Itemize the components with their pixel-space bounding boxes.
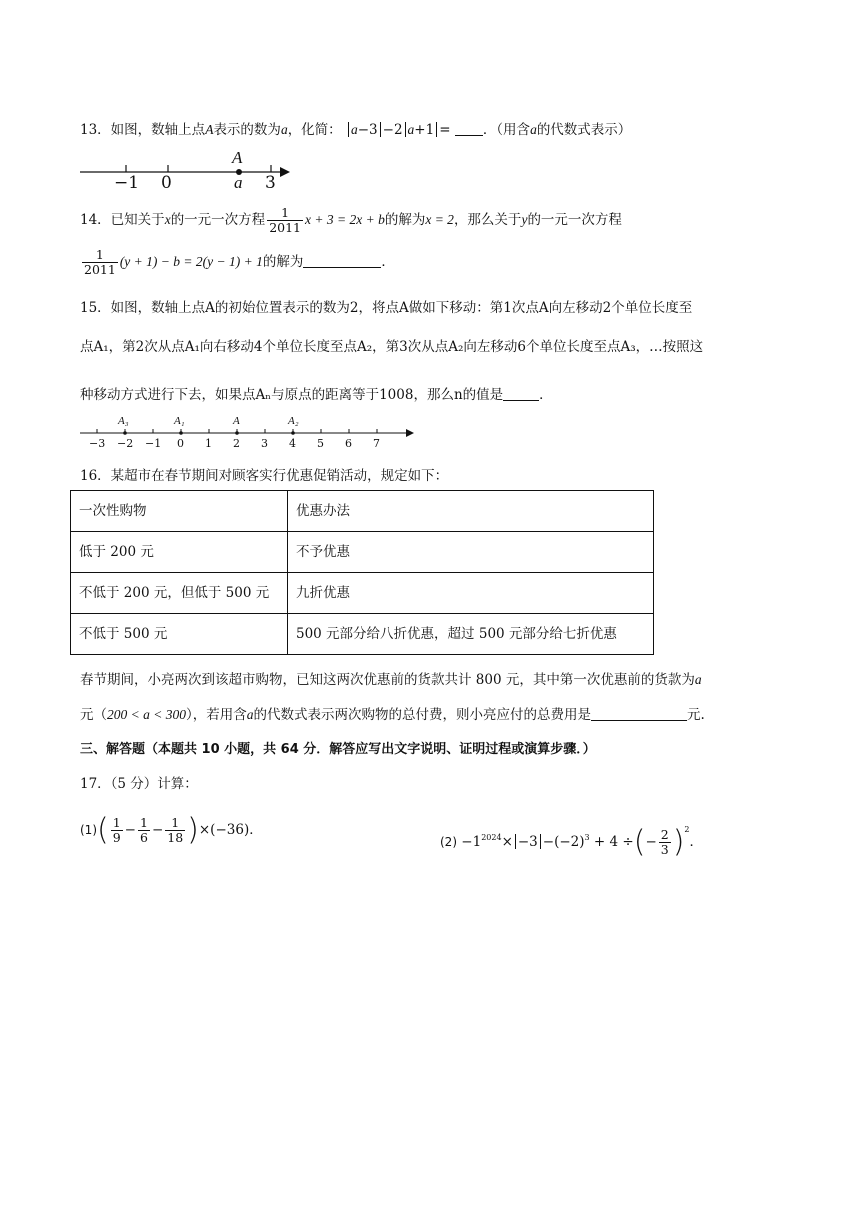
q16-after2c: 的代数式表示两次购物的总付费，则小亮应付的总费用是 (253, 707, 591, 723)
q15-tick-neg1: −1 (145, 437, 162, 450)
q17-p1-frac2-num: 1 (139, 815, 148, 830)
q13-mid1: 表示的数为 (213, 122, 281, 138)
q17-p2-frac (659, 828, 671, 857)
q15-line1: 15．如图，数轴上点A的初始位置表示的数为2，将点A做如下移动：第1次点A向左移动2个单位长度至 (80, 300, 693, 316)
q17-p2-end: ． (689, 834, 704, 850)
q13-var-a2: a (530, 122, 537, 137)
q14-solution: x = 2 (425, 212, 454, 227)
q13-numline-label-0: 0 (161, 173, 172, 193)
table-cell: 九折优惠 (288, 573, 654, 614)
q14-mid2: 的解为 (384, 212, 426, 228)
q15-point-a1: A₁ (174, 415, 185, 427)
q17-p1-op1: − (124, 822, 136, 838)
q17-p1-frac1-num: 1 (112, 815, 121, 830)
q14-mid1: 的一元一次方程 (170, 212, 266, 228)
q17-p2-exp3: 2 (684, 825, 690, 834)
q16-intro: 16．某超市在春节期间对顾客实行优惠促销活动，规定如下： (80, 468, 449, 484)
q13-expr-2: −2 (382, 122, 403, 138)
q13-numline-point-label: A (232, 148, 243, 167)
q15-tick-7: 7 (373, 437, 380, 450)
q17-p1-frac3 (165, 816, 185, 845)
q15-tick-2: 2 (233, 437, 240, 450)
q13-expr-a: a (350, 122, 358, 137)
q13-expr-1: −3 (357, 122, 378, 138)
q14-fraction-2 (82, 248, 118, 277)
q15-point-a: A (233, 415, 240, 427)
q17-p2-d: −(−2) (542, 834, 585, 850)
q14-frac2-num: 1 (82, 248, 118, 263)
q17-p2-frac-num: 2 (660, 827, 669, 842)
q17-part1: (1)( $\frac{1}{9}$ − $\frac{1}{6}$ − $\frac{1}{18}$ )×(−36)． (80, 812, 263, 848)
q14-mid3: ，那么关于 (453, 212, 522, 228)
table-cell: 500 元部分给八折优惠，超过 500 元部分给七折优惠 (288, 614, 654, 655)
q13-prefix: 13．如图，数轴上点 (80, 122, 206, 138)
q17-p1-label: (1) (80, 823, 97, 837)
q17-p2-sign: − (645, 834, 657, 850)
q14-frac1-num: 1 (267, 206, 303, 221)
q15-point-a3: A₃ (118, 415, 129, 427)
q17-p2-a: −1 (461, 834, 482, 850)
q14-period: ． (381, 254, 395, 270)
q15-tick-3: 3 (261, 437, 268, 450)
q14-end: 的解为 (262, 254, 304, 270)
q17-p2-label: (2) (440, 835, 457, 849)
q16-range: 200 < a < 300 (107, 707, 186, 722)
q15-line3-end: ． (539, 387, 553, 403)
q14-var-x: x (164, 212, 171, 227)
q16-var-a2: a (246, 707, 254, 722)
q17-p2-exp2: 3 (584, 833, 590, 842)
table-row (71, 532, 654, 573)
q17-p1-frac3-den: 18 (167, 830, 184, 845)
q14-equation-2: (y + 1) − b = 2(y − 1) + 1 (119, 254, 263, 269)
q14-frac1-den: 2011 (269, 220, 301, 235)
q15-line2: 点A₁，第2次从点A₁向右移动4个单位长度至点A₂，第3次从点A₂向左移动6个单位长度至点A₃，…按照这 (80, 339, 704, 355)
q13-numline-label-neg1: −1 (114, 173, 140, 193)
q15-tick-5: 5 (317, 437, 324, 450)
q16-after-line2 (80, 703, 705, 723)
q17-p1-frac1-den: 9 (112, 830, 121, 845)
q14-frac2-den: 2011 (84, 262, 116, 277)
q17-p2-exp: 2024 (481, 833, 502, 842)
q17-p2-e: + 4 ÷ (593, 834, 634, 850)
q17-p2-frac-den: 3 (660, 842, 669, 857)
q14-answer-blank[interactable] (303, 254, 381, 268)
q13-expr-3: a (407, 122, 415, 137)
section-3-title: 三、解答题（本题共 10 小题，共 64 分．解答应写出文字说明、证明过程或演算步骤．） (80, 742, 596, 757)
q16-after2b: ），若用含 (185, 707, 247, 723)
q13-mid2: ，化简： (287, 122, 342, 138)
q16-after-line1 (80, 668, 702, 688)
q17-title: 17．（5 分）计算： (80, 776, 198, 792)
table-cell: 一次性购物 (71, 491, 288, 532)
table-row (71, 614, 654, 655)
q15-answer-blank[interactable] (503, 387, 539, 401)
table-cell: 不予优惠 (288, 532, 654, 573)
q17-p2-abs: −3 (517, 834, 538, 850)
table-cell: 优惠办法 (288, 491, 654, 532)
q17-p2-times: × (501, 834, 513, 850)
q13-suffix: ．（用含 (482, 122, 531, 138)
table-cell: 低于 200 元 (71, 532, 288, 573)
q14-line2 (80, 244, 395, 280)
q15-line3-text: 种移动方式进行下去，如果点Aₙ与原点的距离等于1008，那么n的值是 (80, 387, 504, 403)
q17-p1-frac2-den: 6 (139, 830, 148, 845)
q14-prefix: 14．已知关于 (80, 212, 165, 228)
q15-tick-neg3: −3 (89, 437, 106, 450)
q13-expr-4: +1 (414, 122, 435, 138)
table-row (71, 491, 654, 532)
q14-var-y: y (521, 212, 528, 227)
q16-var-a: a (694, 672, 702, 687)
q15-tick-0: 0 (177, 437, 184, 450)
q13-expr-5: = (439, 122, 451, 138)
q13-var-a: a (280, 122, 288, 137)
q15-point-a2: A₂ (288, 415, 299, 427)
q14-equation-1: x + 3 = 2x + b (305, 212, 385, 227)
q13-numline-label-a: a (234, 173, 243, 192)
table-cell: 不低于 500 元 (71, 614, 288, 655)
q15-tick-6: 6 (345, 437, 352, 450)
q13-point-a: A (205, 122, 214, 137)
q13-text (80, 118, 631, 138)
q15-tick-neg2: −2 (117, 437, 134, 450)
q14-mid4: 的一元一次方程 (527, 212, 622, 228)
table-cell: 不低于 200 元，但低于 500 元 (71, 573, 288, 614)
q15-line3 (80, 383, 553, 403)
q17-p1-frac2 (138, 816, 150, 845)
q17-p1-op2: − (151, 822, 164, 838)
q14-fraction-1 (267, 206, 303, 235)
table-row (71, 573, 654, 614)
q16-discount-table (70, 490, 654, 655)
q14-line1 (80, 202, 622, 238)
q16-answer-blank[interactable] (591, 707, 687, 721)
q13-answer-blank[interactable] (455, 122, 483, 136)
q17-p1-frac1 (111, 816, 123, 845)
q15-tick-1: 1 (205, 437, 212, 450)
q16-after2-end: 元. (686, 707, 705, 723)
q17-p1-tail: ×(−36)． (198, 822, 263, 838)
q13-suffix2: 的代数式表示） (536, 122, 632, 138)
q16-after2a: 元（ (80, 707, 107, 723)
q15-tick-4: 4 (289, 437, 296, 450)
q13-numline-label-3: 3 (265, 173, 276, 193)
q17-part2: $(2) -1^{2024}\times -3 -(-2)^3 + 4$ ÷(− $\frac{2}{3}$ )$^2$． (440, 824, 704, 860)
q17-p1-frac3-num: 1 (165, 816, 185, 831)
q16-after1-text: 春节期间，小亮两次到该超市购物，已知这两次优惠前的货款共计 800 元，其中第一次优惠前的货款为 (80, 672, 695, 688)
